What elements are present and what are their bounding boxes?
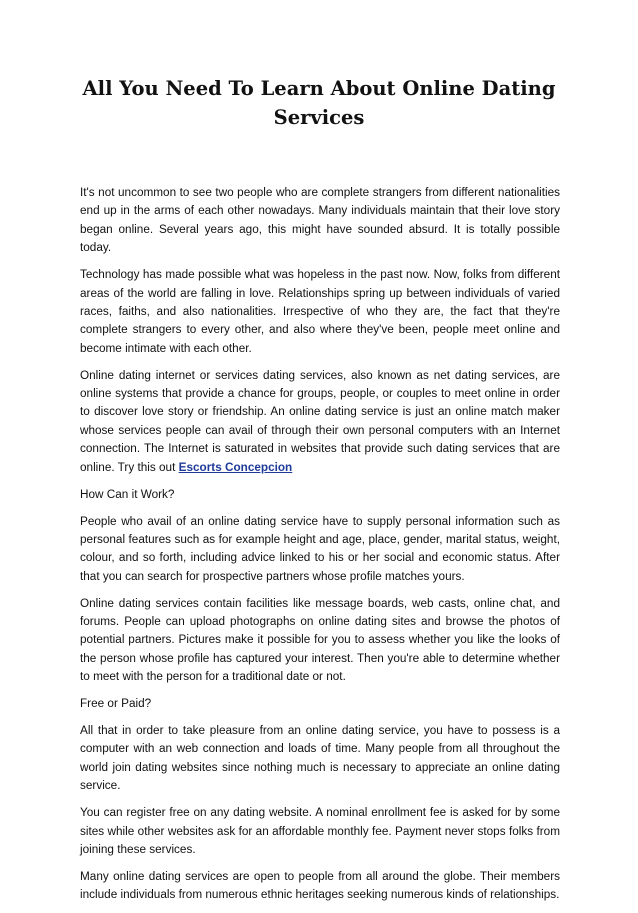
paragraph-8: Many online dating services are open to people from all around the globe. Their members include individuals from numerous ethnic heritages seeking numerous kinds of relationships.	[80, 869, 560, 902]
paragraph-6: All that in order to take pleasure from an online dating service, you have to possess is a computer with an web connection and loads of time. Many people from all throughout the world join dating websites since nothing much is necessary to appreciate an online dating service.	[80, 724, 560, 793]
document-title: All You Need To Learn About Online Dating Services	[82, 77, 556, 129]
subheading-free-or-paid: Free or Paid?	[80, 697, 152, 711]
paragraph-1: It's not uncommon to see two people who are complete strangers from different nationalities end up in the arms of each other nowadays. Many individuals maintain that their love story began online. Several years ago, this might have sounded absurd. It is totally possible today.	[80, 186, 560, 255]
paragraph-7: You can register free on any dating website. A nominal enrollment fee is asked for by some sites while other websites ask for an affordable monthly fee. Payment never stops folks from joining these services.	[80, 806, 560, 856]
paragraph-3	[80, 367, 560, 477]
escorts-concepcion-link[interactable]: Escorts Concepcion	[178, 460, 293, 474]
paragraph-3-text: Online dating internet or services dating services, also known as net dating services, are online systems that provide a chance for groups, people, or couples to meet online in order to discover love story or friendship. An online dating service is just an online match maker whose services people can avail of through their own personal computers with an Internet connection. The Internet is saturated in websites that provide such dating services that are online. Try this out	[80, 368, 560, 474]
subheading-how-it-works: How Can it Work?	[80, 487, 175, 501]
paragraph-2: Technology has made possible what was hopeless in the past now. Now, folks from different areas of the world are falling in love. Relationships spring up between individuals of varied races, faiths, and also nationalities. Irrespective of who they are, the fact that they're complete strangers to every other, and also where they've been, people meet online and become intimate with each other.	[80, 268, 560, 355]
paragraph-4: People who avail of an online dating service have to supply personal information such as personal features such as for example height and age, place, gender, marital status, weight, colour, and so forth, including advice linked to his or her social and economic status. After that you can search for prospective partners whose profile matches yours.	[80, 514, 560, 583]
paragraph-5: Online dating services contain facilities like message boards, web casts, online chat, and forums. People can upload photographs on online dating sites and browse the photos of potential partners. Pictures make it possible for you to assess whether you like the looks of the person whose profile has captured your interest. Then you're able to determine whether to meet with the person for a traditional date or not.	[80, 596, 560, 684]
document-body	[80, 184, 560, 913]
